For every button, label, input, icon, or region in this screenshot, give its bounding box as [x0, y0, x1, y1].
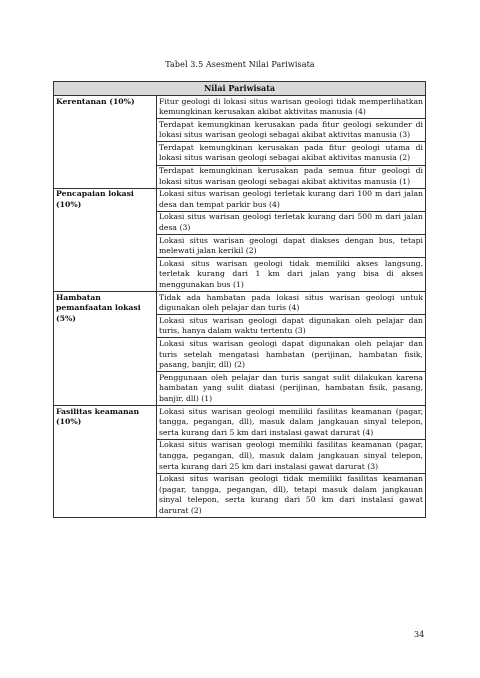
criterion-description: Lokasi situs warisan geologi memiliki fasilitas keamanan (pagar, tangga, pegangan, dll), masuk dalam jangkauan sinyal telepon, serta kurang dari 25 km dari instalasi gawat darurat (3) — [157, 439, 426, 473]
criterion-description: Lokasi situs warisan geologi dapat diakses dengan bus, tetapi melewati jalan kerikil (2) — [157, 235, 426, 258]
criterion-description: Tidak ada hambatan pada lokasi situs warisan geologi untuk digunakan oleh pelajar dan turis (4) — [157, 292, 426, 315]
page-number: 34 — [414, 630, 425, 639]
table-row — [54, 292, 426, 315]
criterion-label: Kerentanan (10%) — [54, 96, 157, 189]
criterion-description: Lokasi situs warisan geologi memiliki fasilitas keamanan (pagar, tangga, pegangan, dll), masuk dalam jangkauan sinyal telepon, serta kurang dari 5 km dari instalasi gawat darurat (4) — [157, 406, 426, 440]
criterion-description: Fitur geologi di lokasi situs warisan geologi tidak memperlihatkan kemungkinan kerusakan akibat aktivitas manusia (4) — [157, 96, 426, 119]
criterion-label: Pencapaian lokasi (10%) — [54, 188, 157, 291]
criterion-description: Lokasi situs warisan geologi terletak kurang dari 100 m dari jalan desa dan tempat parkir bus (4) — [157, 188, 426, 211]
criterion-label: Fasilitas keamanan (10%) — [54, 406, 157, 518]
criterion-description: Terdapat kemungkinan kerusakan pada fitur geologi sekunder di lokasi situs warisan geologi sebagai akibat aktivitas manusia (3) — [157, 119, 426, 142]
criterion-description: Terdapat kemungkinan kerusakan pada fitur geologi utama di lokasi situs warisan geologi sebagai akibat aktivitas manusia (2) — [157, 142, 426, 165]
criterion-description: Lokasi situs warisan geologi tidak memiliki fasilitas keamanan (pagar, tangga, pegangan, dll), tetapi masuk dalam jangkauan sinyal telepon, serta kurang dari 50 km dari instalasi gawat darurat (2) — [157, 473, 426, 517]
criterion-description: Lokasi situs warisan geologi terletak kurang dari 500 m dari jalan desa (3) — [157, 211, 426, 234]
assessment-table — [53, 81, 426, 518]
table-header: Nilai Pariwisata — [54, 82, 426, 96]
table-caption: Tabel 3.5 Asesment Nilai Pariwisata — [165, 60, 315, 69]
table-row — [54, 188, 426, 211]
criterion-description: Penggunaan oleh pelajar dan turis sangat sulit dilakukan karena hambatan yang sulit diatasi (perijinan, hambatan fisik, pasang, banjir, dll) (1) — [157, 372, 426, 406]
table-row — [54, 96, 426, 119]
criterion-description: Lokasi situs warisan geologi dapat digunakan oleh pelajar dan turis, hanya dalam waktu tertentu (3) — [157, 315, 426, 338]
criterion-label: Hambatan pemanfaatan lokasi (5%) — [54, 292, 157, 406]
table-row — [54, 406, 426, 440]
criterion-description: Lokasi situs warisan geologi dapat digunakan oleh pelajar dan turis setelah mengatasi hambatan (perijinan, hambatan fisik, pasang, banjir, dll) (2) — [157, 338, 426, 372]
criterion-description: Terdapat kemungkinan kerusakan pada semua fitur geologi di lokasi situs warisan geologi sebagai akibat aktivitas manusia (1) — [157, 165, 426, 188]
criterion-description: Lokasi situs warisan geologi tidak memiliki akses langsung, terletak kurang dari 1 km dari jalan yang bisa di akses menggunakan bus (1) — [157, 258, 426, 292]
